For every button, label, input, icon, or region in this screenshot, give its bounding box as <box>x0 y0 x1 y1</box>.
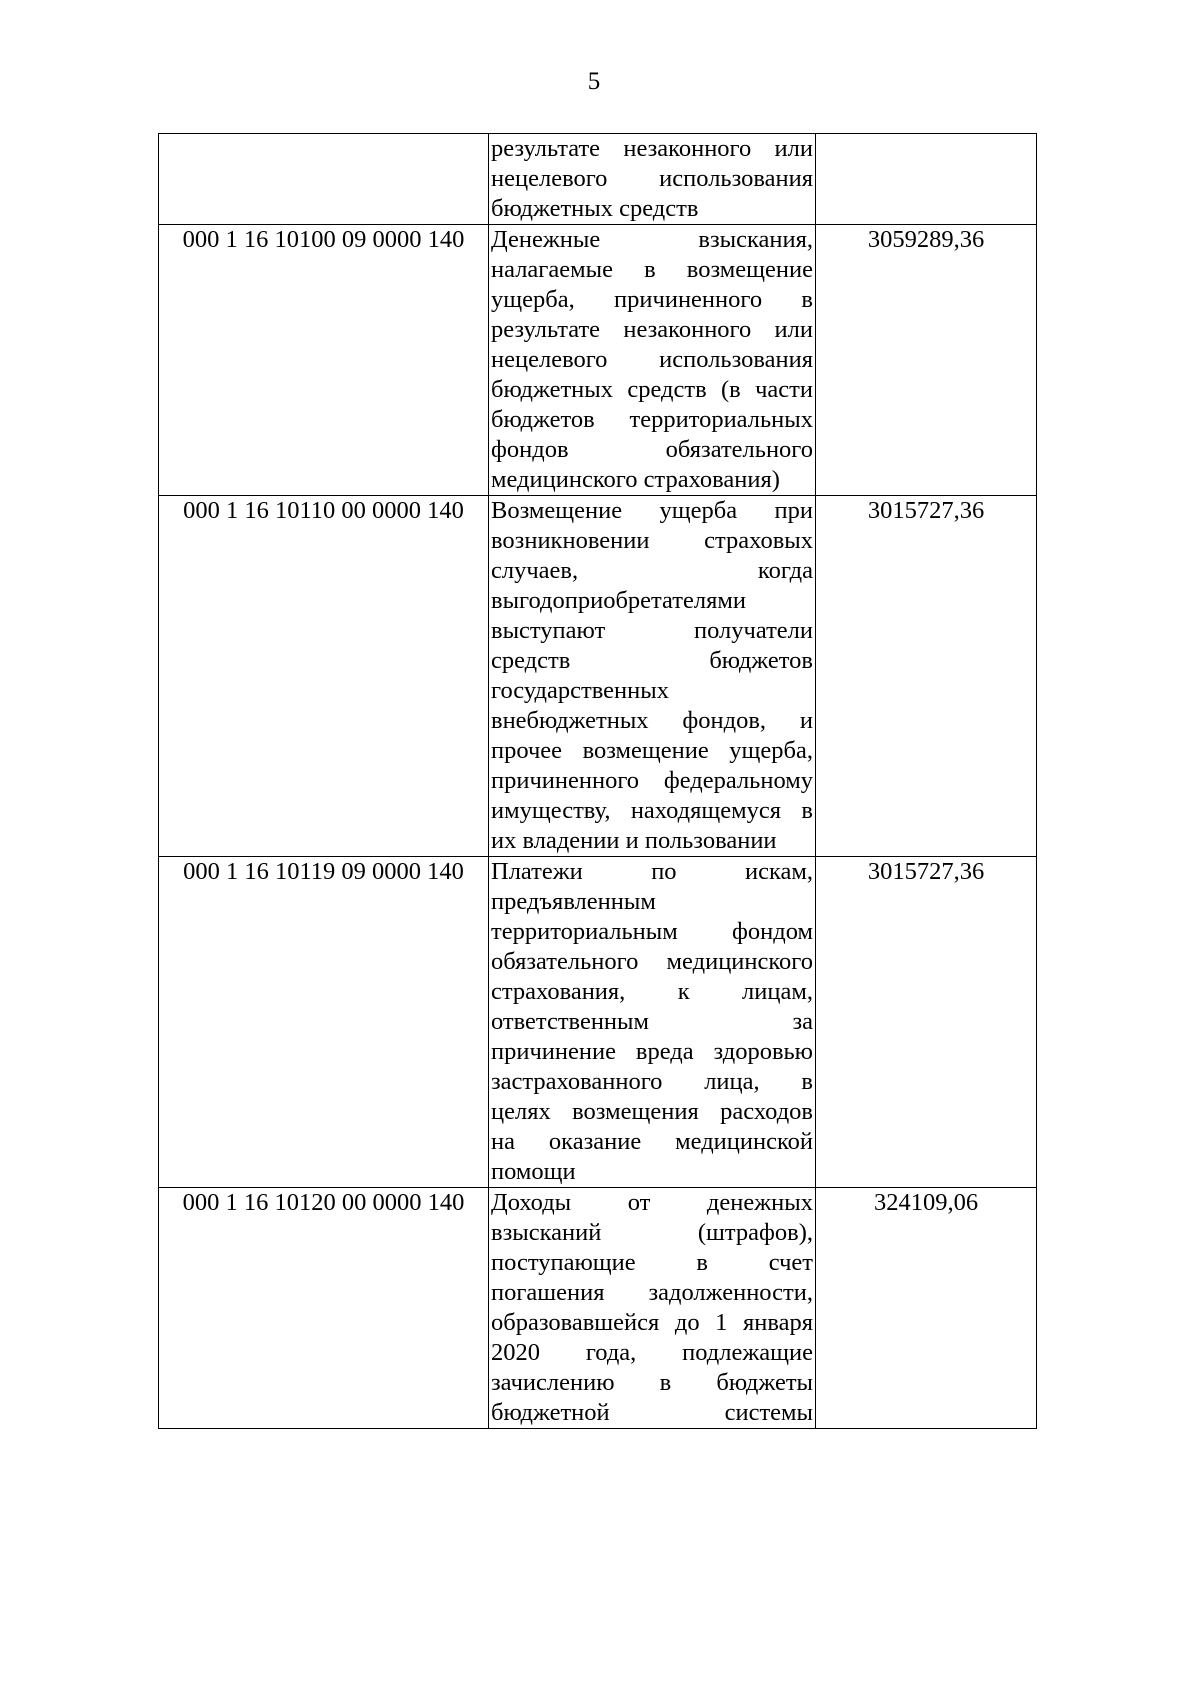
amount-cell <box>816 134 1037 225</box>
amount-cell: 3059289,36 <box>816 225 1037 496</box>
description-line: прочее возмещение ущерба, <box>491 737 813 764</box>
table-row <box>159 496 1037 857</box>
description-line: поступающие в счет <box>491 1249 813 1276</box>
description-line: застрахованного лица, в <box>491 1068 813 1095</box>
description-line: случаев, когда <box>491 557 813 584</box>
table-row <box>159 857 1037 1188</box>
description-cell <box>489 225 816 496</box>
description-line: бюджетов территориальных <box>491 406 813 433</box>
description-line: предъявленным <box>491 888 656 915</box>
description-line: средств бюджетов <box>491 647 813 674</box>
table-row <box>159 225 1037 496</box>
description-line: причиненного федеральному <box>491 767 813 794</box>
description-line: нецелевого использования <box>491 346 813 373</box>
description-line: зачислению в бюджеты <box>491 1369 813 1396</box>
description-line: целях возмещения расходов <box>491 1098 813 1125</box>
description-line: бюджетной системы <box>491 1399 813 1426</box>
description-line: бюджетных средств <box>491 195 699 222</box>
description-line: помощи <box>491 1158 576 1185</box>
description-line: страхования, к лицам, <box>491 978 813 1005</box>
description-line: результате незаконного или <box>491 135 813 162</box>
description-cell <box>489 857 816 1188</box>
description-line: возникновении страховых <box>491 527 813 554</box>
description-line: выгодоприобретателями <box>491 587 746 614</box>
description-line: на оказание медицинской <box>491 1128 813 1155</box>
description-cell <box>489 496 816 857</box>
description-line: бюджетных средств (в части <box>491 376 813 403</box>
description-line: причинение вреда здоровью <box>491 1038 813 1065</box>
description-cell <box>489 1188 816 1429</box>
description-line: результате незаконного или <box>491 316 813 343</box>
description-cell <box>489 134 816 225</box>
page-number: 5 <box>587 68 601 95</box>
description-line: нецелевого использования <box>491 165 813 192</box>
description-line: Возмещение ущерба при <box>491 497 813 524</box>
description-line: их владении и пользовании <box>491 827 777 854</box>
description-line: Доходы от денежных <box>491 1189 813 1216</box>
description-line: 2020 года, подлежащие <box>491 1339 813 1366</box>
description-line: фондов обязательного <box>491 436 813 463</box>
description-line: ответственным за <box>491 1008 813 1035</box>
description-line: ущерба, причиненного в <box>491 286 813 313</box>
description-line: внебюджетных фондов, и <box>491 707 813 734</box>
amount-cell: 324109,06 <box>816 1188 1037 1429</box>
budget-revenue-table <box>158 133 1037 1429</box>
table-row <box>159 1188 1037 1429</box>
description-line: погашения задолженности, <box>491 1279 813 1306</box>
description-line: имуществу, находящемуся в <box>491 797 813 824</box>
description-line: взысканий (штрафов), <box>491 1219 813 1246</box>
description-line: выступают получатели <box>491 617 813 644</box>
classification-code-cell: 000 1 16 10120 00 0000 140 <box>159 1188 489 1429</box>
table-row <box>159 134 1037 225</box>
description-line: обязательного медицинского <box>491 948 813 975</box>
classification-code-cell: 000 1 16 10110 00 0000 140 <box>159 496 489 857</box>
amount-cell: 3015727,36 <box>816 496 1037 857</box>
description-line: образовавшейся до 1 января <box>491 1309 813 1336</box>
classification-code-cell: 000 1 16 10119 09 0000 140 <box>159 857 489 1188</box>
amount-cell: 3015727,36 <box>816 857 1037 1188</box>
description-line: Денежные взыскания, <box>491 226 813 253</box>
classification-code-cell: 000 1 16 10100 09 0000 140 <box>159 225 489 496</box>
description-line: территориальным фондом <box>491 918 813 945</box>
description-line: медицинского страхования) <box>491 466 780 493</box>
description-line: государственных <box>491 677 669 704</box>
classification-code-cell <box>159 134 489 225</box>
description-line: Платежи по искам, <box>491 858 813 885</box>
description-line: налагаемые в возмещение <box>491 256 813 283</box>
